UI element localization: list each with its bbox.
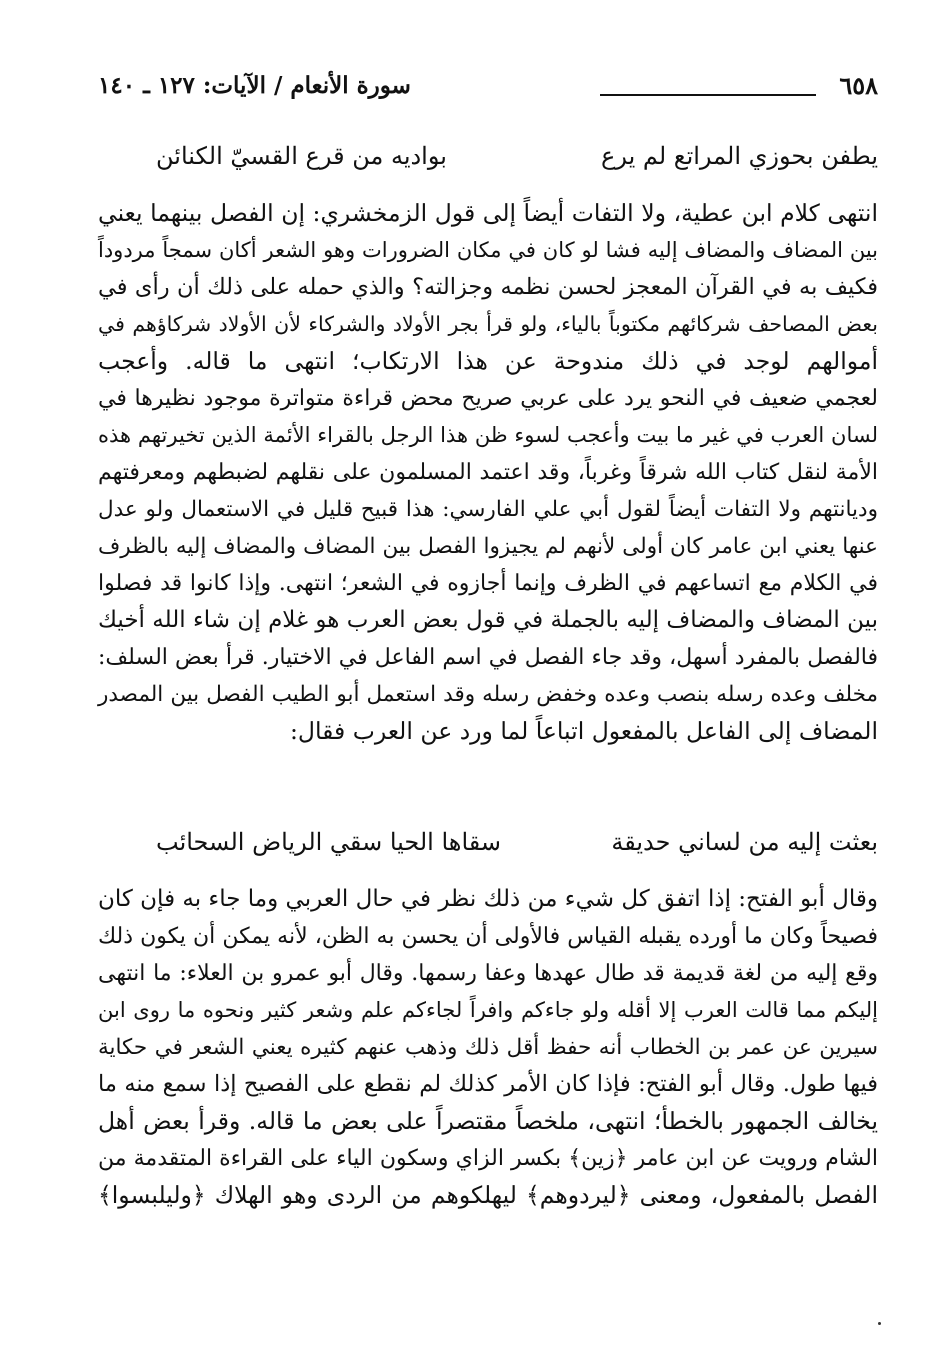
text-line: الفصل بالمفعول، ومعنى ﴿ليردوهم﴾ ليهلكوهم من الردى وهو الهلاك ﴿وليلبسوا﴾ — [98, 1181, 878, 1209]
text-line: انتهى كلام ابن عطية، ولا التفات أيضاً إلى قول الزمخشري: إن الفصل بينهما يعني — [98, 199, 878, 227]
text-line: وديانتهم ولا التفات أيضاً لقول أبي علي الفارسي: هذا قبيح قليل في الاستعمال ولو عدل — [98, 497, 878, 522]
header-rule — [600, 94, 816, 96]
running-title: سورة الأنعام / الآيات: ١٢٧ ـ ١٤٠ — [98, 72, 411, 99]
text-line: وقع إليه من لغة قديمة قد طال عهدها وعفا رسمها. وقال أبو عمرو بن العلاء: ما انتهى — [98, 961, 878, 986]
text-line: فكيف به في القرآن المعجز لحسن نظمه وجزالته؟ والذي حمله على ذلك أن رأى في — [98, 274, 878, 300]
poetry-verse — [98, 822, 878, 862]
text-line: في الكلام مع اتساعهم في الظرف وإنما أجازوه في الشعر؛ انتهى. وإذا كانوا قد فصلوا — [98, 571, 878, 596]
text-line: فيها طول. وقال أبو الفتح: فإذا كان الأمر كذلك لم نقطع على الفصيح إذا سمع منه ما — [98, 1071, 878, 1097]
body-paragraph — [98, 881, 878, 1214]
verse-first-hemistich: يطفن بحوزي المراتع لم يرع — [601, 142, 878, 170]
text-line: بعض المصاحف شركائهم مكتوباً بالياء، ولو قرأ بجر الأولاد والشركاء لأن الأولاد شركاؤهم في — [98, 312, 878, 336]
text-line: بين المضاف والمضاف إليه بالجملة في قول بعض العرب هو غلام إن شاء الله أخيك — [98, 607, 878, 633]
body-paragraph — [98, 195, 878, 750]
verse-second-hemistich: بواديه من قرع القسيّ الكنائن — [156, 142, 447, 170]
text-line: سيرين عن عمر بن الخطاب أنه حفظ أقل ذلك وذهب عنهم كثيره يعني الشعر في حكاية — [98, 1035, 879, 1060]
text-line: الشام ورويت عن ابن عامر ﴿زين﴾ بكسر الزاي وسكون الياء على القراءة المتقدمة من — [98, 1146, 878, 1171]
verse-first-hemistich: بعثت إليه من لساني حديقة — [611, 828, 878, 856]
text-line: لعجمي ضعيف في النحو يرد على عربي صريح محض قراءة متواترة موجود نظيرها في — [98, 386, 878, 411]
text-line: الأمة لنقل كتاب الله شرقاً وغرباً، وقد اعتمد المسلمون على نقلهم لضبطهم ومعرفتهم — [98, 460, 878, 485]
text-line: بين المضاف والمضاف إليه فشا لو كان في مكان الضرورات وهو الشعر أكان سمجاً مردوداً — [98, 238, 878, 262]
poetry-verse — [98, 136, 878, 176]
text-line: عنها يعني ابن عامر كان أولى لأنهم لم يجيزوا الفصل بين المضاف والمضاف إليه بالظرف — [98, 534, 878, 559]
text-line: فالفصل بالمفرد أسهل، وقد جاء الفصل في اسم الفاعل في الاختيار. قرأ بعض السلف: — [98, 645, 878, 670]
text-line: إليكم مما قالت العرب إلا أقله ولو جاءكم وافراً لجاءكم علم وشعر كثير ونحوه ما روى ابن — [98, 998, 878, 1022]
text-line: أموالهم لوجد في ذلك مندوحة عن هذا الارتكاب؛ انتهى ما قاله. وأعجب — [98, 347, 878, 375]
text-line: يخالف الجمهور بالخطأ؛ انتهى، ملخصاً مقتصراً على بعض ما قاله. وقرأ بعض أهل — [98, 1107, 878, 1135]
text-line: المضاف إلى الفاعل بالمفعول اتباعاً لما ورد عن العرب فقال: — [290, 717, 878, 745]
text-line: لسان العرب في غير ما بيت وأعجب لسوء ظن هذا الرجل بالقراء الأئمة الذين تخيرتهم هذه — [98, 423, 878, 447]
text-line: فصيحاً وكان ما أورده يقبله القياس فالأولى أن يحسن به الظن، لأنه يمكن أن يكون ذلك — [98, 924, 878, 949]
text-line: وقال أبو الفتح: إذا اتفق كل شيء من ذلك نظر في حال العربي وما جاء به فإن كان — [98, 886, 878, 912]
text-line: مخلف وعده رسله بنصب وعده وخفض رسله وقد استعمل أبو الطيب الفصل بين المصدر — [98, 682, 878, 707]
page-number: ٦٥٨ — [839, 71, 878, 100]
verse-second-hemistich: سقاها الحيا سقي الرياض السحائب — [156, 828, 501, 856]
scan-speck — [878, 1322, 881, 1325]
page-header — [98, 70, 878, 106]
